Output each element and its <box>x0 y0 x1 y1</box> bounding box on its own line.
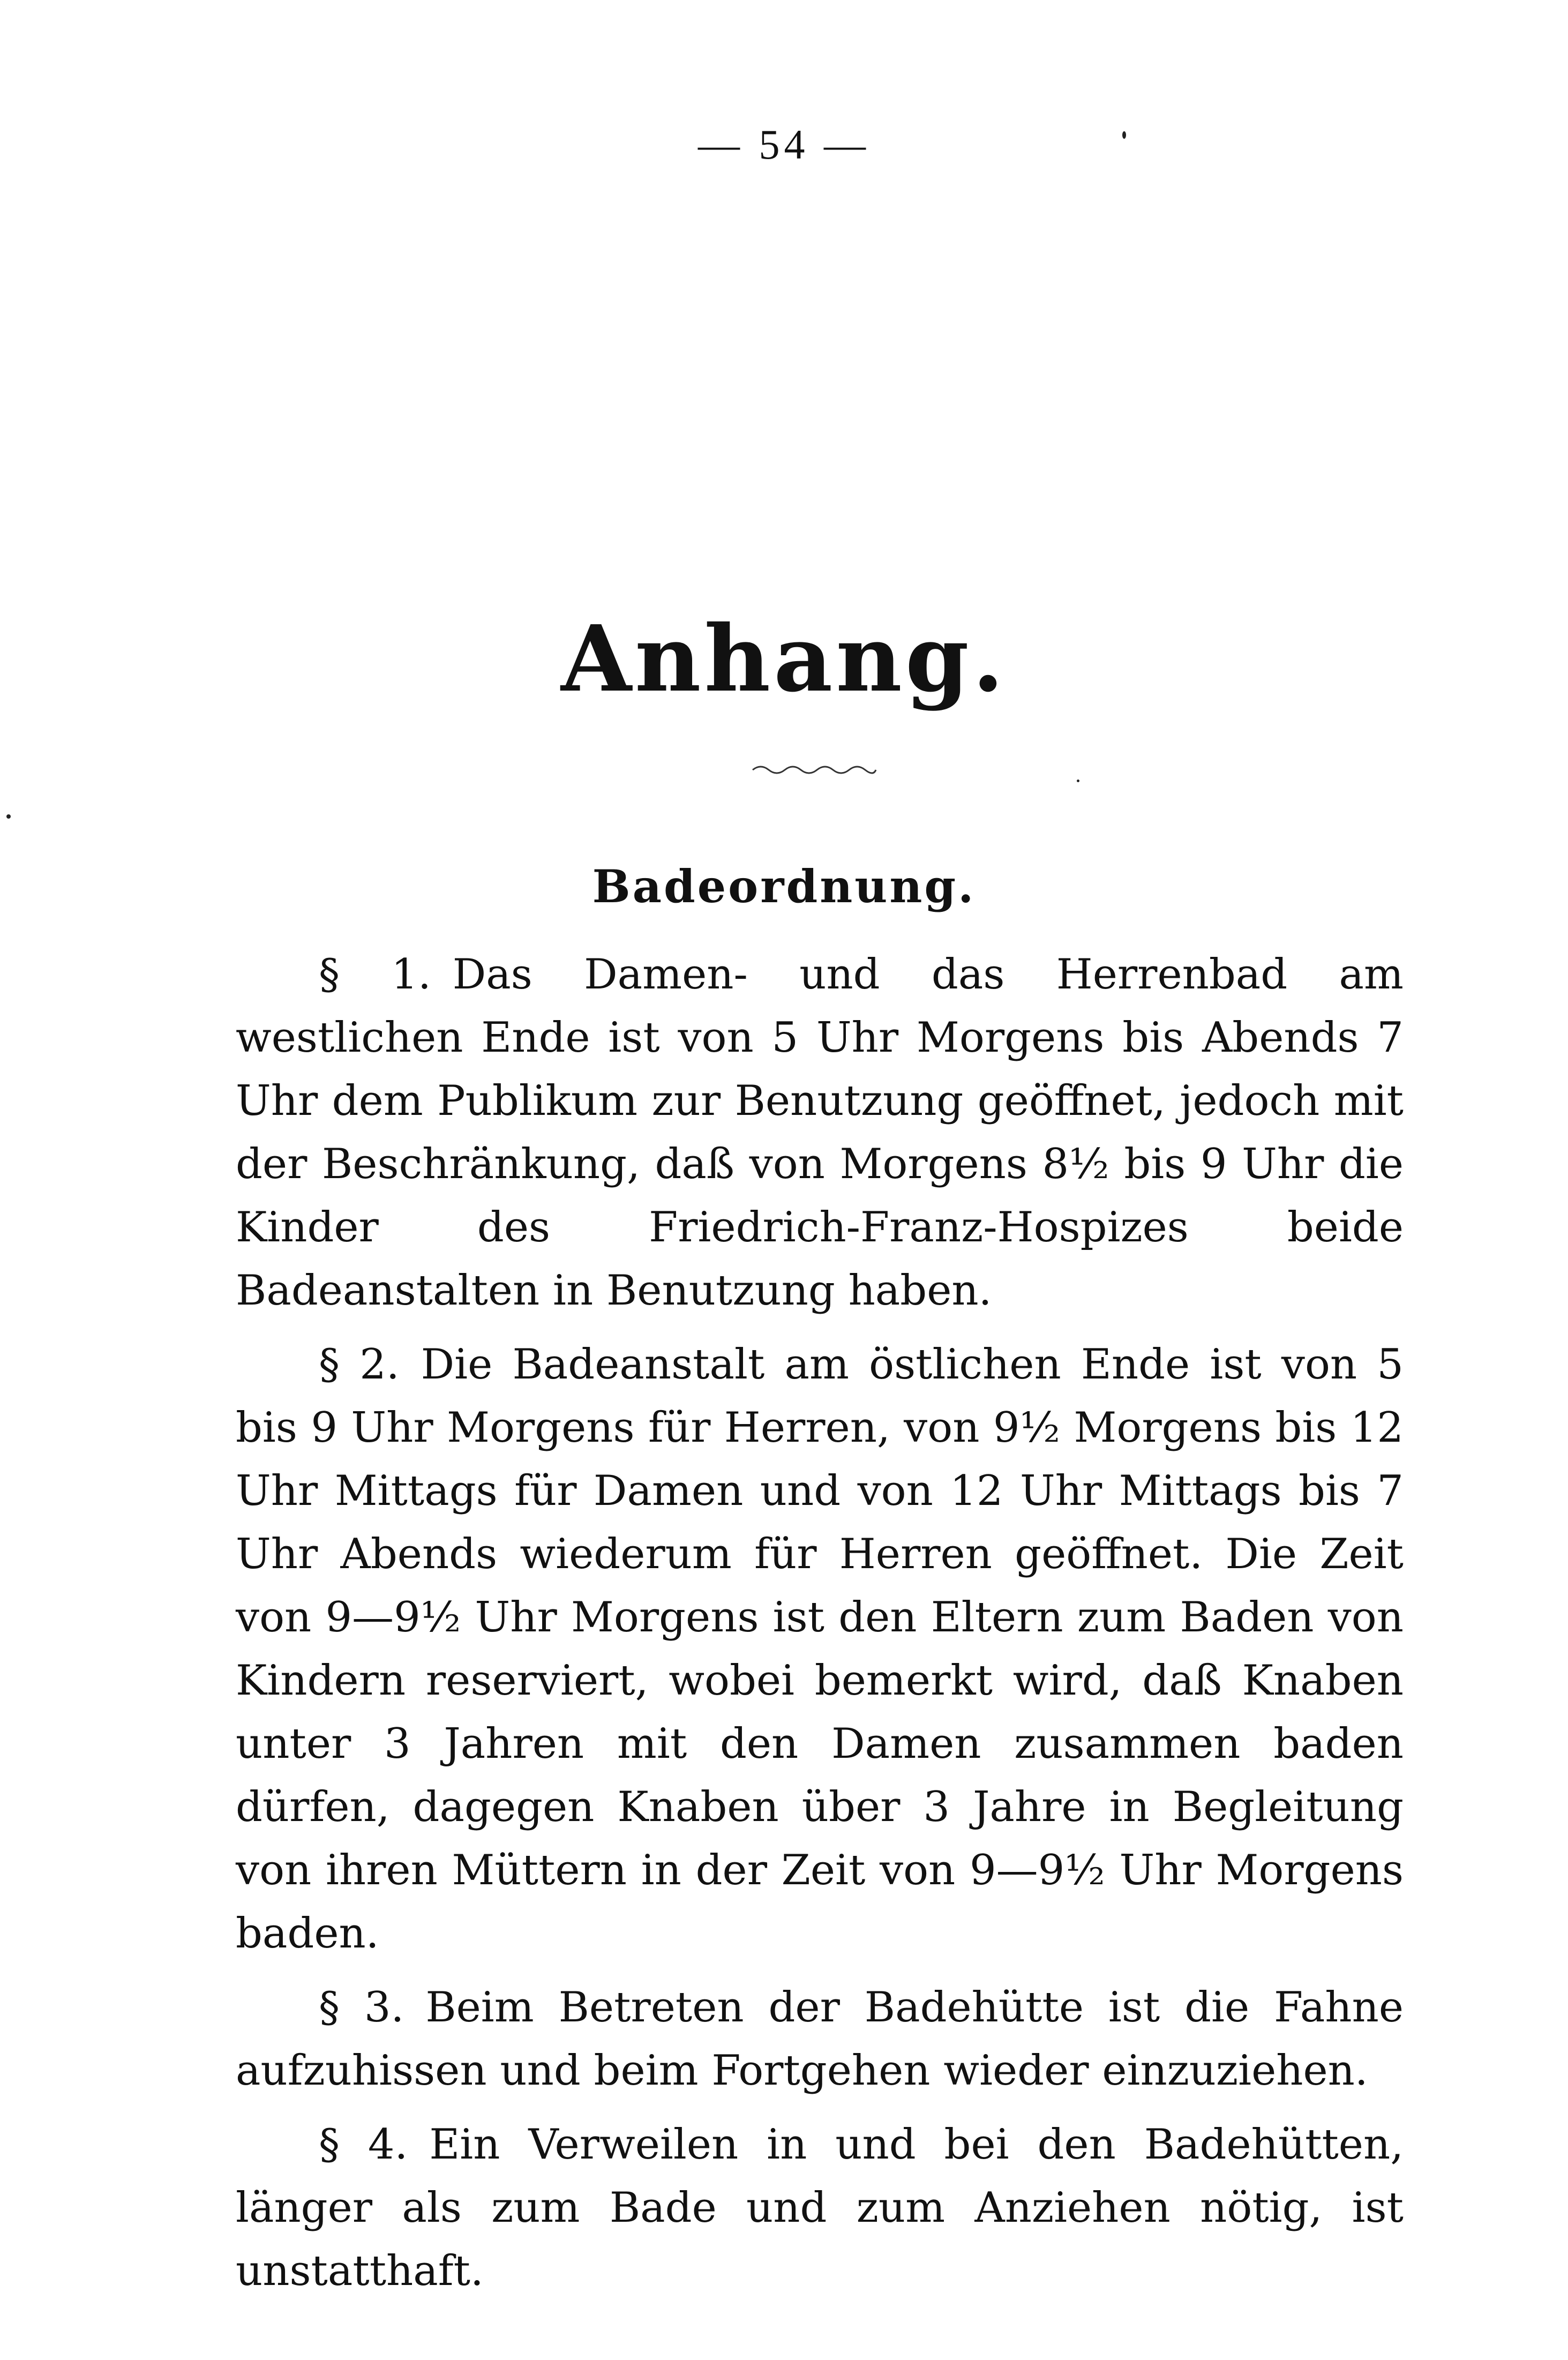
section-2 <box>236 1333 1404 1965</box>
print-speck <box>1077 780 1079 782</box>
print-speck <box>6 814 11 819</box>
page-number: — 54 — <box>698 121 870 168</box>
regulations-body <box>236 943 1404 2313</box>
wavy-rule-ornament-icon <box>750 762 879 778</box>
regulations-heading: Badeordnung. <box>592 860 976 913</box>
section-text: Ein Verweilen in und bei den Badehütten, länger als zum Bade und zum Anziehen nötig, ist unstatthaft. <box>236 2121 1404 2295</box>
print-speck <box>1122 131 1126 139</box>
section-text: Die Badeanstalt am östlichen Ende ist von 5 bis 9 Uhr Morgens für Herren, von 9½ Morgens bis 12 Uhr Mittags für Damen und von 12 Uhr Mittags bis 7 Uhr Abends wiederum für Herren geöffnet. Die Zeit von 9—9½ Uhr Morgens ist den Eltern zum Baden von Kindern reserviert, wobei bemerkt wird, daß Knaben unter 3 Jahren mit den Damen zusammen baden dürfen, dagegen Knaben über 3 Jahre in Begleitung von ihren Müttern in der Zeit von 9—9½ Uhr Morgens baden. <box>236 1340 1404 1958</box>
section-number: § 3. <box>319 1983 404 2032</box>
section-3 <box>236 1976 1404 2102</box>
section-1 <box>236 943 1404 1322</box>
section-4 <box>236 2113 1404 2303</box>
section-number: § 1. <box>319 950 431 999</box>
section-number: § 2. <box>319 1340 400 1389</box>
section-number: § 4. <box>319 2121 408 2169</box>
appendix-heading: Anhang. <box>561 605 1007 713</box>
section-text: Beim Betreten der Badehütte ist die Fahne aufzuhissen und beim Fortgehen wieder einzuziehen. <box>236 1983 1404 2095</box>
section-text: Das Damen- und das Herrenbad am westlichen Ende ist von 5 Uhr Morgens bis Abends 7 Uhr dem Publikum zur Benutzung geöffnet, jedoch mit der Beschränkung, daß von Morgens 8½ bis 9 Uhr die Kinder des Friedrich-Franz-Hospizes beide Badeanstalten in Benutzung haben. <box>236 950 1404 1315</box>
